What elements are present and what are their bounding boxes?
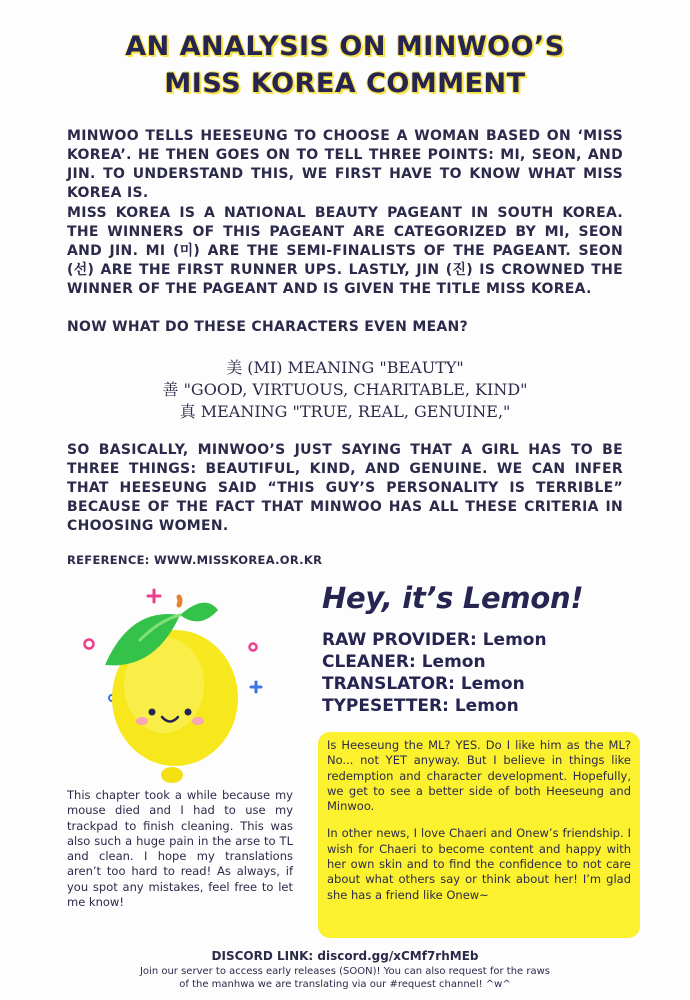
reference-link[interactable]: REFERENCE: WWW.MISSKOREA.OR.KR <box>67 553 323 567</box>
question-paragraph: NOW WHAT DO THESE CHARACTERS EVEN MEAN? <box>67 319 468 335</box>
join-server-text <box>0 965 690 991</box>
note-paragraph-2: In other news, I love Chaeri and Onew’s friendship. I wish for Chaeri to become content and happy with her own skin and to find the confidence to not care about what others say or think about her! I’m glad she has a friend like Onew~ <box>327 826 631 902</box>
plus-sparkle-icon <box>251 682 261 692</box>
credit-cleaner: CLEANER: Lemon <box>322 652 486 672</box>
circle-sparkle-icon <box>85 640 94 649</box>
lemon-mascot <box>80 585 280 785</box>
credit-raw-provider: RAW PROVIDER: Lemon <box>322 630 547 650</box>
chapter-note: This chapter took a while because my mouse died and I had to use my trackpad to finish cleaning. This was also such a huge pain in the arse to TL and clean. I hope my translations aren’t too hard to read! As always, if you spot any mistakes, feel free to let me know! <box>67 788 293 910</box>
credits-list <box>322 629 547 717</box>
character-meanings <box>0 357 690 423</box>
greeting-heading: Hey, it’s Lemon! <box>322 581 584 615</box>
translator-note-box <box>318 732 640 938</box>
meaning-mi: 美 (MI) MEANING "BEAUTY" <box>226 358 464 377</box>
meaning-jin: 真 MEANING "TRUE, REAL, GENUINE," <box>179 402 511 421</box>
plus-sparkle-icon <box>148 590 160 602</box>
title-line-1: AN ANALYSIS ON MINWOO’S <box>125 31 565 62</box>
note-paragraph-1: Is Heeseung the ML? YES. Do I like him as the ML? No... not YET anyway. But I believe in things like redemption and character development. Hopefully, we get to see a better side of both Heeseung and Minwoo. <box>327 738 631 814</box>
join-line-1: Join our server to access early releases (SOON)! You can also request for the raws <box>139 966 551 977</box>
title-line-2: MISS KOREA COMMENT <box>164 68 526 99</box>
miss-korea-paragraph: MISS KOREA IS A NATIONAL BEAUTY PAGEANT IN SOUTH KOREA. THE WINNERS OF THIS PAGEANT ARE CATEGORIZED BY MI, SEON AND JIN. MI (미) ARE THE SEMI-FINALISTS OF THE PAGEANT. SEON (선) ARE THE FIRST RUNNER UPS. LASTLY, JIN (진) IS CROWNED THE WINNER OF THE PAGEANT AND IS GIVEN THE TITLE MISS KOREA. <box>67 205 623 297</box>
page-title <box>0 28 690 102</box>
conclusion-paragraph: SO BASICALLY, MINWOO’S JUST SAYING THAT A GIRL HAS TO BE THREE THINGS: BEAUTIFUL, KIND, AND GENUINE. WE CAN INFER THAT HEESEUNG SAID “THIS GUY’S PERSONALITY IS TERRIBLE” BECAUSE OF THE FACT THAT MINWOO HAS ALL THESE CRITERIA IN CHOOSING WOMEN. <box>67 442 623 534</box>
join-line-2: of the manhwa we are translating via our #request channel! ^w^ <box>179 979 511 990</box>
intro-paragraph: MINWOO TELLS HEESEUNG TO CHOOSE A WOMAN BASED ON ‘MISS KOREA’. HE THEN GOES ON TO TELL THREE POINTS: MI, SEON, AND JIN. TO UNDERSTAND THIS, WE FIRST HAVE TO KNOW WHAT MISS KOREA IS. <box>67 128 623 201</box>
discord-link[interactable]: DISCORD LINK: discord.gg/xCMf7rhMEb <box>211 949 479 963</box>
credit-translator: TRANSLATOR: Lemon <box>322 674 525 694</box>
meaning-seon: 善 "GOOD, VIRTUOUS, CHARITABLE, KIND" <box>162 380 528 399</box>
lemon-mascot-icon <box>80 585 280 785</box>
circle-sparkle-icon <box>250 644 257 651</box>
credit-typesetter: TYPESETTER: Lemon <box>322 696 519 716</box>
